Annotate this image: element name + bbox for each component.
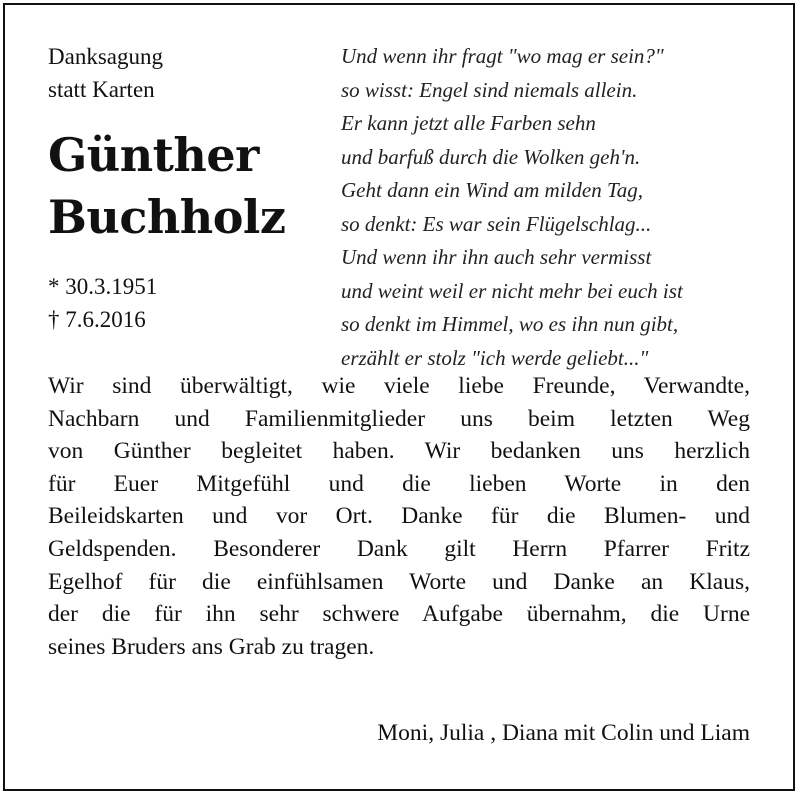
poem-line: Und wenn ihr ihn auch sehr vermisst: [341, 245, 652, 269]
paragraph-line: Nachbarn und Familienmitglieder uns beim letzten Weg: [48, 405, 750, 432]
poem-line: Geht dann ein Wind am milden Tag,: [341, 178, 643, 202]
dates: [48, 270, 286, 336]
signature: Moni, Julia , Diana mit Colin und Liam: [377, 720, 750, 746]
last-name: Buchholz: [48, 190, 286, 244]
paragraph-line: Beileidskarten und vor Ort. Danke für die Blumen- und: [48, 503, 750, 530]
birth-date: * 30.3.1951: [48, 274, 158, 299]
poem-line: Und wenn ihr fragt "wo mag er sein?": [341, 44, 664, 68]
paragraph-line: von Günther begleitet haben. Wir bedanken uns herzlich: [48, 438, 750, 465]
poem-line: erzählt er stolz "ich werde geliebt...": [341, 345, 649, 370]
poem-line: so wisst: Engel sind niemals allein.: [341, 77, 638, 102]
heading-line: statt Karten: [48, 77, 155, 102]
poem: [341, 40, 683, 375]
deceased-name: [48, 124, 286, 248]
death-date: † 7.6.2016: [48, 307, 146, 332]
poem-line: und weint weil er nicht mehr bei euch ist: [341, 278, 683, 303]
first-name: Günther: [48, 128, 259, 182]
paragraph-line: seines Bruders ans Grab zu tragen.: [48, 633, 375, 660]
poem-line: so denkt: Es war sein Flügelschlag...: [341, 211, 652, 236]
paragraph-line: der die für ihn sehr schwere Aufgabe übernahm, die Urne: [48, 601, 750, 628]
heading-line: Danksagung: [48, 44, 163, 69]
poem-line: so denkt im Himmel, wo es ihn nun gibt,: [341, 312, 679, 336]
thanks-paragraph: [48, 370, 750, 663]
header-block: [48, 40, 286, 336]
paragraph-line: für Euer Mitgefühl und die lieben Worte in den: [48, 470, 750, 497]
paragraph-line: Egelhof für die einfühlsamen Worte und Danke an Klaus,: [48, 568, 750, 595]
poem-line: und barfuß durch die Wolken geh'n.: [341, 144, 641, 169]
paragraph-line: Wir sind überwältigt, wie viele liebe Freunde, Verwandte,: [48, 373, 750, 399]
poem-line: Er kann jetzt alle Farben sehn: [341, 111, 596, 135]
paragraph-line: Geldspenden. Besonderer Dank gilt Herrn Pfarrer Fritz: [48, 535, 750, 562]
